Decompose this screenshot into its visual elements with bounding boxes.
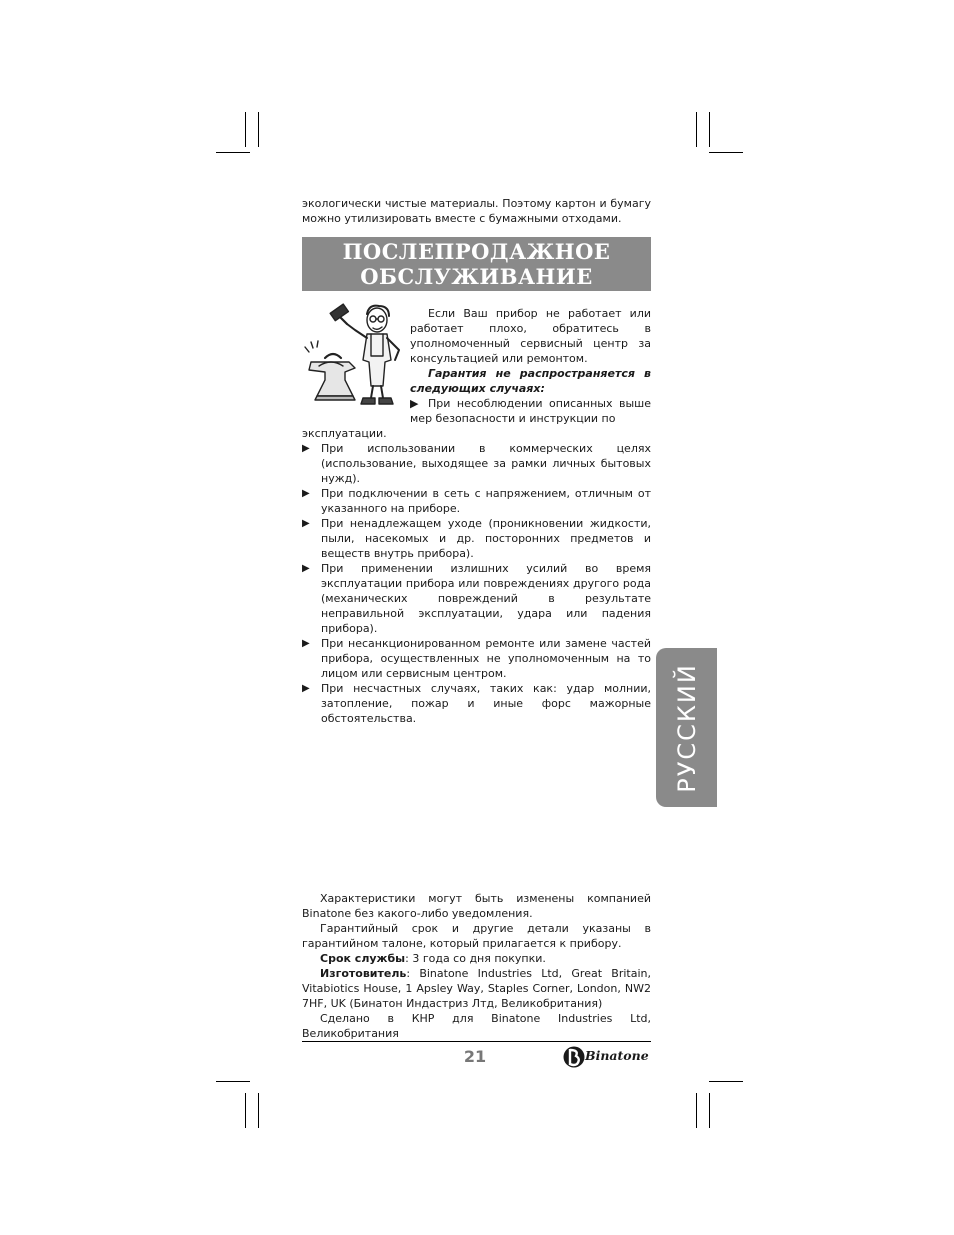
- intro-section: [302, 196, 651, 226]
- warranty-note: Гарантийный срок и другие детали указаны в гарантийном талоне, который прилагается к прибору.: [302, 922, 651, 950]
- crop-mark: [245, 1093, 246, 1128]
- warranty-item-first-text: При несоблюдении описанных выше мер безопасности и инструкции по: [410, 397, 651, 425]
- bottom-info: [302, 891, 651, 1041]
- bullet-arrow-icon: ▶: [302, 488, 310, 499]
- manufacturer: [302, 966, 651, 1011]
- service-life-label: Срок службы: [320, 952, 406, 965]
- bullet-arrow-icon: ▶: [302, 443, 310, 454]
- crop-mark: [258, 1093, 259, 1128]
- bullet-arrow-icon: ▶: [302, 518, 310, 529]
- crop-mark: [709, 112, 710, 147]
- list-item: [302, 636, 651, 681]
- intro-paragraph: экологически чистые материалы. Поэтому картон и бумагу можно утилизировать вместе с бумажными отходами.: [302, 197, 651, 225]
- warranty-item-first: [410, 396, 651, 426]
- crop-mark: [245, 112, 246, 147]
- footer-rule: [302, 1041, 651, 1042]
- warranty-list: [302, 426, 651, 726]
- brand-logo-icon: [563, 1044, 585, 1070]
- bullet-arrow-icon: ▶: [302, 683, 310, 694]
- list-item-text: При подключении в сеть с напряжением, отличным от указанного на приборе.: [321, 487, 651, 515]
- crop-mark: [216, 1081, 250, 1082]
- crop-mark: [696, 112, 697, 147]
- section-title-line1: ПОСЛЕПРОДАЖНОЕ: [342, 239, 611, 264]
- crop-mark: [258, 112, 259, 147]
- crop-mark: [709, 152, 743, 153]
- page-number: 21: [463, 1047, 487, 1066]
- warranty-heading: Гарантия не распространяется в следующих случаях:: [410, 367, 651, 395]
- list-item-text: При использовании в коммерческих целях (использование, выходящее за рамки личных бытовых нужд).: [321, 442, 651, 485]
- service-text: [410, 306, 651, 426]
- section-title-banner: [302, 237, 651, 291]
- made-in: Сделано в КНР для Binatone Industries Ltd, Великобритания: [302, 1012, 651, 1040]
- language-tab-label: РУССКИЙ: [672, 662, 701, 793]
- list-item-text: При несанкционированном ремонте или замене частей прибора, осуществленных не уполномоченным на то лицом или сервисным центром.: [321, 637, 651, 680]
- list-item-text: При ненадлежащем уходе (проникновении жидкости, пыли, насекомых и др. посторонних предметов и веществ внутрь прибора).: [321, 517, 651, 560]
- service-life: [302, 951, 651, 966]
- manufacturer-label: Изготовитель: [320, 967, 407, 980]
- service-paragraph: Если Ваш прибор не работает или работает плохо, обратитесь в уполномоченный сервисный центр за консультацией или ремонтом.: [410, 307, 651, 365]
- manufacturer-value: : Binatone Industries Ltd, Great Britain, Vitabiotics House, 1 Apsley Way, Staples Corner, London, NW2 7HF, UK (Бинатон Индастриз Лтд, Великобритания): [302, 967, 651, 1010]
- service-life-value: : 3 года со дня покупки.: [405, 952, 546, 965]
- bullet-arrow-icon: ▶: [410, 397, 422, 410]
- list-item: [302, 516, 651, 561]
- specs-note: Характеристики могут быть изменены компанией Binatone без какого-либо уведомления.: [302, 892, 651, 920]
- brand-logo: [563, 1044, 653, 1070]
- crop-mark: [709, 1093, 710, 1128]
- bullet-arrow-icon: ▶: [302, 563, 310, 574]
- language-tab: [656, 648, 717, 807]
- list-item-text: При несчастных случаях, таких как: удар молнии, затопление, пожар и иные форс мажорные обстоятельства.: [321, 682, 651, 725]
- list-item: [302, 561, 651, 636]
- list-item-text: При применении излишних усилий во время эксплуатации прибора или повреждениях другого рода (механических повреждений в результате неправильной эксплуатации, удара или падения прибора).: [321, 562, 651, 635]
- list-item: [302, 486, 651, 516]
- crop-mark: [216, 152, 250, 153]
- list-item: [302, 681, 651, 726]
- warranty-item-first-cont: эксплуатации.: [302, 427, 387, 440]
- repairman-illustration: [303, 300, 408, 408]
- bullet-arrow-icon: ▶: [302, 638, 310, 649]
- list-item: [302, 441, 651, 486]
- brand-name: Binatone: [585, 1048, 649, 1063]
- crop-mark: [709, 1081, 743, 1082]
- crop-mark: [696, 1093, 697, 1128]
- section-title-line2: ОБСЛУЖИВАНИЕ: [360, 264, 593, 289]
